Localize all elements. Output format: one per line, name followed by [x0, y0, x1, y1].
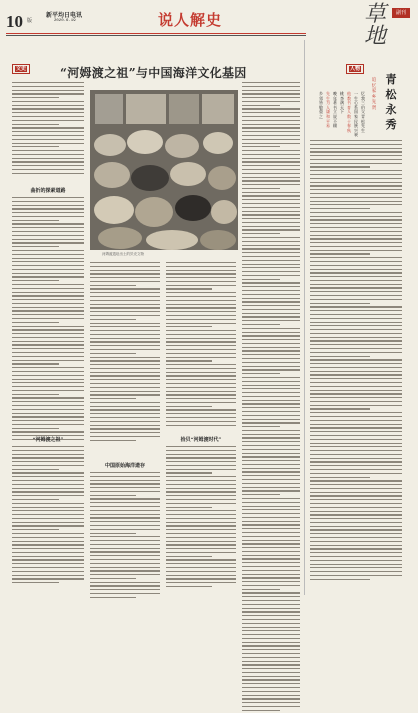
issue-date: 2020.6.19	[54, 19, 76, 23]
subhead-2: “河姆渡之祖”	[32, 437, 64, 443]
right-tag-label: 人物	[350, 66, 361, 72]
shells-illustration	[90, 90, 238, 250]
vertical-text-line: 一生心系国家民族兴衰	[354, 91, 358, 138]
article-photo	[90, 90, 238, 250]
column-divider	[304, 40, 305, 595]
right-tag	[346, 64, 364, 74]
article-tag-label: 文史	[16, 66, 27, 72]
page-header	[0, 0, 418, 36]
vertical-text-line: 晚年著书立说不辍	[333, 91, 337, 129]
article-title: “河姆渡之祖”与中国海洋文化基因	[60, 66, 247, 80]
subhead-1: 曲折的探索道路	[30, 188, 66, 194]
header-rule-red	[6, 33, 306, 34]
vertical-text-line: 桃李满天下	[340, 91, 344, 115]
article-column-2b	[90, 472, 160, 601]
supplement-badge: 副刊	[392, 8, 410, 18]
article-column-3	[166, 262, 236, 428]
article-column-2	[90, 262, 160, 444]
person-title: 青松永秀	[385, 73, 397, 131]
vertical-text-line: 乡邻皆敬重之	[319, 91, 323, 119]
page-number: 10	[6, 12, 23, 31]
article-column-3b	[166, 446, 236, 590]
header-rule-black	[6, 35, 306, 36]
article-column-1b	[12, 197, 84, 443]
supplement-name: 草地	[364, 2, 385, 49]
right-column-body	[310, 140, 402, 582]
vertical-text-line: 他教书育人数十春秋	[347, 91, 351, 133]
paper-name: 新平均日电讯	[46, 13, 83, 19]
subhead-4: 拾贝“河姆渡时代”	[180, 437, 222, 443]
article-column-1	[12, 82, 84, 177]
section-title: 说人解史	[158, 11, 223, 29]
subhead-3: 中国原始海洋遗存	[104, 463, 145, 469]
vertical-text-line: 忆我三伯父青松先生	[361, 91, 365, 133]
vertical-text-line: 先生为人谦和平易	[326, 91, 330, 129]
page-suffix: 版	[27, 18, 33, 24]
person-subtitle: 追忆家乡先贤	[371, 78, 377, 111]
article-tag	[12, 64, 30, 74]
article-column-1c	[12, 446, 84, 586]
photo-caption: 河姆渡遗址出土的贝壳文物	[102, 252, 144, 256]
article-column-4	[242, 82, 300, 713]
